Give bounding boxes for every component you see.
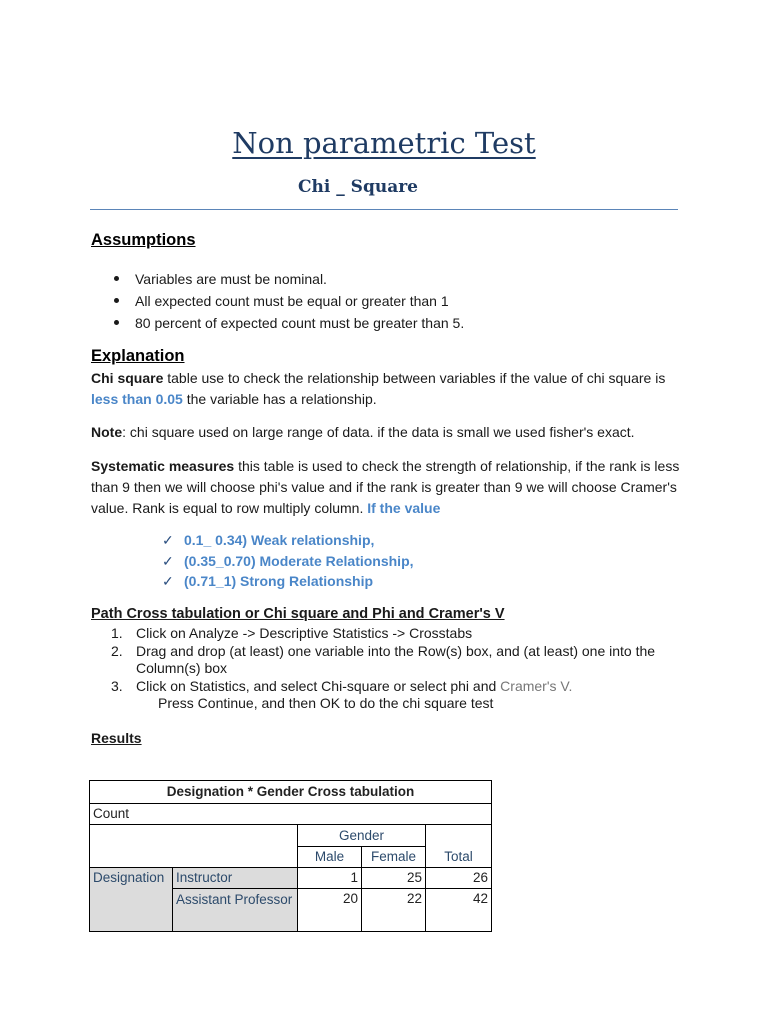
table-caption: Designation * Gender Cross tabulation	[90, 781, 492, 804]
chi-square-paragraph: Chi square table use to check the relationship between variables if the value of chi square is less than 0.05 the variable has a relationship.	[91, 370, 666, 407]
list-item: 80 percent of expected count must be greater than 5.	[114, 312, 464, 334]
list-item: ✓ (0.35_0.70) Moderate Relationship,	[162, 551, 414, 572]
steps-list	[111, 625, 691, 713]
list-item: 1. Click on Analyze -> Descriptive Statistics -> Crosstabs	[111, 625, 473, 641]
female-cell: 25	[362, 868, 426, 889]
page-subtitle: Chi _ Square	[298, 177, 418, 197]
total-cell: 26	[426, 868, 492, 889]
header-corner	[90, 825, 298, 868]
systematic-measures-paragraph: Systematic measures this table is used to check the strength of relationship, if the rank is less than 9 then we will choose phi's value and if the rank is greater than 9 we will choose Cramer's value. Rank is equal to row multiply column. If the value	[91, 458, 680, 516]
relationship-scale-list	[162, 530, 414, 592]
gender-header: Gender	[298, 825, 426, 847]
total-header-top	[426, 825, 492, 847]
total-header: Total	[426, 847, 492, 868]
page-title: Non parametric Test	[232, 126, 536, 160]
explanation-heading: Explanation	[91, 347, 185, 365]
list-item: ✓ 0.1_ 0.34) Weak relationship,	[162, 530, 414, 551]
table-count-row	[90, 804, 492, 825]
bullet-icon	[114, 320, 119, 325]
total-cell: 42	[426, 889, 492, 932]
bullet-icon	[114, 276, 119, 281]
assumptions-heading: Assumptions	[91, 231, 196, 249]
path-heading: Path Cross tabulation or Chi square and Phi and Cramer's V	[91, 606, 505, 622]
step-continuation: Press Continue, and then OK to do the chi square test	[158, 695, 494, 711]
note-paragraph: Note: chi square used on large range of data. if the data is small we used fisher's exact.	[91, 424, 635, 440]
check-icon: ✓	[162, 552, 174, 569]
crosstab-table	[89, 780, 492, 932]
male-cell: 1	[298, 868, 362, 889]
male-header: Male	[298, 847, 362, 868]
count-label: Count	[90, 804, 492, 825]
row-group-label: Designation	[90, 868, 173, 932]
list-item: Variables are must be nominal.	[114, 268, 464, 290]
title-divider	[90, 209, 678, 210]
row-label: Instructor	[173, 868, 298, 889]
results-heading: Results	[91, 730, 142, 746]
list-item: All expected count must be equal or greater than 1	[114, 290, 464, 312]
female-cell: 22	[362, 889, 426, 932]
assumptions-list	[114, 268, 464, 334]
male-cell: 20	[298, 889, 362, 932]
table-header-row	[90, 825, 492, 847]
check-icon: ✓	[162, 573, 174, 589]
bullet-icon	[114, 298, 119, 303]
list-item: 3. Click on Statistics, and select Chi-square or select phi and Cramer's V.	[111, 677, 573, 694]
row-label: Assistant Professor	[173, 889, 298, 932]
list-item: ✓ (0.71_1) Strong Relationship	[162, 571, 414, 592]
female-header: Female	[362, 847, 426, 868]
list-item: 2. Drag and drop (at least) one variable into the Row(s) box, and (at least) one into the Column(s) box	[111, 642, 656, 676]
table-caption-row	[90, 781, 492, 804]
check-icon: ✓	[162, 532, 174, 548]
table-row	[90, 868, 492, 889]
